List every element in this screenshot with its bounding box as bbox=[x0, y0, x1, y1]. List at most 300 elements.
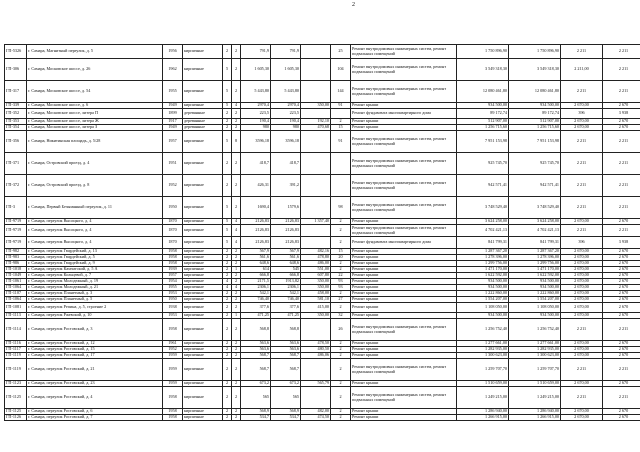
row-area-total-cell: 2126,83 bbox=[241, 219, 271, 225]
row-area-total-cell: 223,5 bbox=[241, 109, 271, 119]
row-material-cell: кирпичные bbox=[183, 255, 223, 261]
row-address-cell: г. Самара, Московское шоссе, д. 54 bbox=[27, 81, 163, 103]
row-area-total-cell: 673,2 bbox=[241, 381, 271, 387]
row-area-total-cell: 980 bbox=[241, 125, 271, 131]
row-rate-cell: 2 670,00 bbox=[561, 125, 603, 131]
row-material-cell: кирпичные bbox=[183, 409, 223, 415]
row-area-total-cell: 565 bbox=[241, 387, 271, 409]
row-code-cell: ГП-1119 bbox=[5, 353, 27, 359]
row-floors-cell: 2 bbox=[223, 353, 232, 359]
row-material-cell: кирпичные bbox=[183, 153, 223, 175]
row-area-roof-cell bbox=[301, 109, 331, 119]
row-cost-total-cell: 1 108 050,00 bbox=[509, 303, 561, 313]
row-work-type-cell: Ремонт фундамента многоквартирного дома bbox=[351, 109, 457, 119]
row-year-cell: 1959 bbox=[163, 353, 183, 359]
row-code-cell: ГП-306 bbox=[5, 59, 27, 81]
row-entrances-cell: 2 bbox=[232, 109, 241, 119]
row-rate-max-cell: 2 670 bbox=[603, 255, 640, 261]
row-area-residential-cell: 980 bbox=[271, 125, 301, 131]
row-code-cell: ГП-356 bbox=[5, 131, 27, 153]
row-year-cell: 1958 bbox=[163, 255, 183, 261]
row-work-type-cell: Ремонт крыши bbox=[351, 125, 457, 131]
row-area-total-cell: 2171,5 bbox=[241, 279, 271, 285]
row-area-roof-cell: 350,00 bbox=[301, 279, 331, 285]
row-address-cell: г. Самара, переулок Репина, д. 5, строение 2 bbox=[27, 303, 163, 313]
row-floors-cell: 2 bbox=[223, 415, 232, 421]
row-residents-cell: 27 bbox=[331, 297, 351, 303]
row-residents-cell: 20 bbox=[331, 255, 351, 261]
row-cost-cell: 1 282 935,00 bbox=[457, 347, 509, 353]
row-entrances-cell: 2 bbox=[232, 45, 241, 59]
row-area-residential-cell: 1 605,30 bbox=[271, 59, 301, 81]
row-rate-max-cell: 2 670 bbox=[603, 273, 640, 279]
row-cost-total-cell: 1 266 915,00 bbox=[509, 415, 561, 421]
row-floors-cell: 2 bbox=[223, 273, 232, 279]
row-residents-cell: 2 bbox=[331, 267, 351, 273]
row-rate-max-cell: 2 670 bbox=[603, 381, 640, 387]
row-residents-cell: 98 bbox=[331, 197, 351, 219]
row-material-cell: кирпичные bbox=[183, 103, 223, 109]
row-floors-cell: 2 bbox=[223, 175, 232, 197]
row-area-total-cell: 2306,1 bbox=[241, 285, 271, 291]
row-year-cell: 1917 bbox=[163, 119, 183, 125]
row-area-residential-cell: 418,7 bbox=[271, 153, 301, 175]
row-cost-cell: 934 500,00 bbox=[457, 313, 509, 319]
row-year-cell: 1899 bbox=[163, 109, 183, 119]
row-floors-cell: 5 bbox=[223, 81, 232, 103]
row-entrances-cell: 2 bbox=[232, 59, 241, 81]
row-code-cell: ГП-1117 bbox=[5, 347, 27, 353]
row-work-type-cell: Ремонт внутридомовых инженерных систем, ремонт подвальных помещений bbox=[351, 59, 457, 81]
row-code-cell: ГП-371 bbox=[5, 153, 27, 175]
row-residents-cell: 2 bbox=[331, 261, 351, 267]
row-area-total-cell: 614 bbox=[241, 267, 271, 273]
row-cost-cell: 1 222 860,00 bbox=[457, 291, 509, 297]
row-cost-cell: 1 256 715,60 bbox=[457, 125, 509, 131]
row-rate-cell: 2 211 bbox=[561, 45, 603, 59]
row-area-roof-cell: 551,00 bbox=[301, 267, 331, 273]
row-material-cell: кирпичные bbox=[183, 303, 223, 313]
row-area-residential-cell: 561,6 bbox=[271, 255, 301, 261]
row-area-total-cell: 791,9 bbox=[241, 45, 271, 59]
row-cost-cell: 841 799,31 bbox=[457, 237, 509, 249]
row-area-total-cell: 2126,83 bbox=[241, 237, 271, 249]
row-rate-cell: 2 211 bbox=[561, 225, 603, 237]
row-residents-cell: 15 bbox=[331, 249, 351, 255]
row-year-cell: 1952 bbox=[163, 347, 183, 353]
row-year-cell: 1959 bbox=[163, 381, 183, 387]
row-year-cell: 1953 bbox=[163, 313, 183, 319]
row-area-residential-cell: 542,1 bbox=[271, 291, 301, 297]
row-code-cell: ГП-1126 bbox=[5, 415, 27, 421]
row-material-cell: кирпичные bbox=[183, 347, 223, 353]
row-cost-cell: 1 554 207,00 bbox=[457, 297, 509, 303]
row-code-cell: ГП-9719 bbox=[5, 225, 27, 237]
row-area-total-cell: 648,6 bbox=[241, 261, 271, 267]
row-address-cell: г. Самара, переулок Ростовский, д. 21 bbox=[27, 359, 163, 381]
row-cost-total-cell: 1 471 170,00 bbox=[509, 267, 561, 273]
row-year-cell: 1956 bbox=[163, 45, 183, 59]
row-area-roof-cell bbox=[301, 81, 331, 103]
row-rate-cell: 2 670,00 bbox=[561, 267, 603, 273]
row-area-roof-cell: 482,00 bbox=[301, 409, 331, 415]
row-rate-max-cell: 2 670 bbox=[603, 313, 640, 319]
row-rate-max-cell: 2 670 bbox=[603, 103, 640, 109]
row-address-cell: г. Самара, переулок Гвардейский, д. 13 bbox=[27, 249, 163, 255]
row-work-type-cell: Ремонт крыши bbox=[351, 341, 457, 347]
row-residents-cell bbox=[331, 109, 351, 119]
row-code-cell: ГП-1114 bbox=[5, 319, 27, 341]
row-rate-max-cell: 2 670 bbox=[603, 219, 640, 225]
row-rate-cell: 396 bbox=[561, 237, 603, 249]
row-code-cell: ГП-317 bbox=[5, 81, 27, 103]
table-row bbox=[5, 153, 640, 175]
row-code-cell: ГП-9719 bbox=[5, 219, 27, 225]
row-cost-total-cell: 925 745,70 bbox=[509, 153, 561, 175]
row-area-roof-cell: 458,00 bbox=[301, 291, 331, 297]
row-floors-cell: 5 bbox=[223, 103, 232, 109]
row-area-roof-cell bbox=[301, 45, 331, 59]
row-rate-cell: 2 670,00 bbox=[561, 285, 603, 291]
row-rate-max-cell: 2 211 bbox=[603, 359, 640, 381]
row-area-residential-cell: 563,6 bbox=[271, 341, 301, 347]
row-entrances-cell: 4 bbox=[232, 285, 241, 291]
row-cost-total-cell: 89 172,74 bbox=[509, 109, 561, 119]
row-work-type-cell: Ремонт крыши bbox=[351, 279, 457, 285]
row-address-cell: г. Самара, переулок Кольцевой, д. 7 bbox=[27, 273, 163, 279]
row-entrances-cell: 4 bbox=[232, 103, 241, 109]
row-rate-max-cell: 2 670 bbox=[603, 415, 640, 421]
row-rate-max-cell: 2 670 bbox=[603, 285, 640, 291]
row-cost-cell: 1 510 659,00 bbox=[457, 381, 509, 387]
row-floors-cell: 2 bbox=[223, 45, 232, 59]
row-cost-total-cell: 1 554 207,00 bbox=[509, 297, 561, 303]
row-rate-cell: 2 211,00 bbox=[561, 59, 603, 81]
row-code-cell: ГП-1061 bbox=[5, 279, 27, 285]
row-material-cell: кирпичные bbox=[183, 45, 223, 59]
row-cost-cell: 1 287 367,20 bbox=[457, 249, 509, 255]
row-code-cell: ГП-1107 bbox=[5, 291, 27, 297]
row-area-residential-cell: 568,8 bbox=[271, 319, 301, 341]
row-cost-total-cell: 1 256 752,40 bbox=[509, 319, 561, 341]
row-work-type-cell: Ремонт крыши bbox=[351, 297, 457, 303]
row-code-cell: ГП-372 bbox=[5, 175, 27, 197]
row-entrances-cell: 8 bbox=[232, 131, 241, 153]
row-area-roof-cell: 478,50 bbox=[301, 341, 331, 347]
row-floors-cell: 5 bbox=[223, 59, 232, 81]
row-code-cell: ГП-1064 bbox=[5, 297, 27, 303]
row-cost-cell: 1 256 752,40 bbox=[457, 319, 509, 341]
row-rate-cell: 2 211 bbox=[561, 319, 603, 341]
row-area-roof-cell bbox=[301, 319, 331, 341]
row-area-total-cell: 561,6 bbox=[241, 255, 271, 261]
row-material-cell: кирпичные bbox=[183, 319, 223, 341]
row-rate-max-cell: 2 211 bbox=[603, 387, 640, 409]
row-code-cell: ГП-1081 bbox=[5, 303, 27, 313]
row-area-total-cell: 563,6 bbox=[241, 341, 271, 347]
row-cost-cell: 1 471 170,00 bbox=[457, 267, 509, 273]
row-work-type-cell: Ремонт внутридомовых инженерных систем, ремонт подвальных помещений bbox=[351, 175, 457, 197]
row-area-roof-cell bbox=[301, 237, 331, 249]
row-work-type-cell: Ремонт крыши bbox=[351, 285, 457, 291]
row-cost-total-cell: 934 500,00 bbox=[509, 103, 561, 109]
row-rate-max-cell: 2 211 bbox=[603, 45, 640, 59]
row-area-residential-cell: 563,6 bbox=[271, 347, 301, 353]
row-area-residential-cell: 666,8 bbox=[271, 273, 301, 279]
row-rate-max-cell: 3 938 bbox=[603, 109, 640, 119]
row-floors-cell: 2 bbox=[223, 319, 232, 341]
row-entrances-cell: 2 bbox=[232, 81, 241, 103]
row-entrances-cell: 2 bbox=[232, 125, 241, 131]
row-code-cell: ГП-986 bbox=[5, 261, 27, 267]
row-year-cell: 1950 bbox=[163, 297, 183, 303]
row-material-cell: кирпичные bbox=[183, 237, 223, 249]
row-material-cell: кирпичные bbox=[183, 341, 223, 347]
row-entrances-cell: 2 bbox=[232, 261, 241, 267]
row-rate-cell: 2 670,00 bbox=[561, 261, 603, 267]
row-entrances-cell: 2 bbox=[232, 303, 241, 313]
row-address-cell: г. Самара, Московское шоссе, д. 26 bbox=[27, 59, 163, 81]
row-work-type-cell: Ремонт крыши bbox=[351, 381, 457, 387]
table-row bbox=[5, 415, 640, 421]
row-area-roof-cell: 192,10 bbox=[301, 119, 331, 125]
row-residents-cell bbox=[331, 153, 351, 175]
row-floors-cell: 5 bbox=[223, 225, 232, 237]
row-rate-cell: 2 670,00 bbox=[561, 219, 603, 225]
row-area-total-cell: 1 605,30 bbox=[241, 59, 271, 81]
row-address-cell: г. Самара, Московское шоссе, д. 6 bbox=[27, 103, 163, 109]
row-cost-total-cell: 3 624 258,00 bbox=[509, 219, 561, 225]
repair-program-table bbox=[4, 44, 640, 421]
row-cost-cell: 942 571,41 bbox=[457, 175, 509, 197]
row-rate-max-cell: 2 670 bbox=[603, 347, 640, 353]
row-rate-max-cell: 2 670 bbox=[603, 279, 640, 285]
row-year-cell: 1949 bbox=[163, 103, 183, 109]
row-residents-cell: 2 bbox=[331, 353, 351, 359]
row-year-cell: 1950 bbox=[163, 197, 183, 219]
table-row bbox=[5, 303, 640, 313]
row-area-residential-cell: 2126,83 bbox=[271, 225, 301, 237]
row-residents-cell: 144 bbox=[331, 81, 351, 103]
row-rate-cell: 2 670,00 bbox=[561, 297, 603, 303]
row-area-total-cell: 377,6 bbox=[241, 303, 271, 313]
row-work-type-cell: Ремонт внутридомовых инженерных систем, ремонт подвальных помещений bbox=[351, 153, 457, 175]
row-floors-cell: 2 bbox=[223, 125, 232, 131]
row-year-cell: 1957 bbox=[163, 131, 183, 153]
row-residents-cell: 2 bbox=[331, 381, 351, 387]
row-residents-cell: 2 bbox=[331, 219, 351, 225]
row-rate-max-cell: 2 211 bbox=[603, 59, 640, 81]
row-work-type-cell: Ремонт крыши bbox=[351, 415, 457, 421]
row-cost-total-cell: 1 222 860,00 bbox=[509, 291, 561, 297]
row-year-cell: 1955 bbox=[163, 285, 183, 291]
row-rate-max-cell: 2 670 bbox=[603, 249, 640, 255]
row-cost-total-cell: 1 750 896,90 bbox=[509, 45, 561, 59]
row-entrances-cell: 2 bbox=[232, 297, 241, 303]
row-area-roof-cell bbox=[301, 197, 331, 219]
row-rate-cell: 2 211 bbox=[561, 175, 603, 197]
row-area-roof-cell: 486,06 bbox=[301, 353, 331, 359]
row-address-cell: г. Самара, переулок Ростовский, д. 7 bbox=[27, 415, 163, 421]
row-residents-cell: 104 bbox=[331, 59, 351, 81]
row-cost-total-cell: 1 286 940,00 bbox=[509, 409, 561, 415]
row-area-roof-cell: 474,50 bbox=[301, 415, 331, 421]
row-area-residential-cell: 1913,82 bbox=[271, 279, 301, 285]
row-address-cell: г. Самара, переулок Ростовский, д. 17 bbox=[27, 353, 163, 359]
row-floors-cell: 2 bbox=[223, 303, 232, 313]
row-entrances-cell: 4 bbox=[232, 219, 241, 225]
table-row bbox=[5, 175, 640, 197]
row-area-roof-cell: 581,10 bbox=[301, 297, 331, 303]
row-residents-cell: 2 bbox=[331, 415, 351, 421]
table-row bbox=[5, 359, 640, 381]
row-cost-total-cell: 12 080 461,80 bbox=[509, 81, 561, 103]
row-material-cell: кирпичные bbox=[183, 59, 223, 81]
row-address-cell: г. Самара, переулок Гвардейский, д. 9 bbox=[27, 261, 163, 267]
row-cost-total-cell: 512 907,00 bbox=[509, 119, 561, 125]
row-area-residential-cell: 391,2 bbox=[271, 175, 301, 197]
row-address-cell: г. Самара, Островский проезд, д. 8 bbox=[27, 175, 163, 197]
table-row bbox=[5, 59, 640, 81]
row-address-cell: г. Самара, переулок Молодежный, д. 19 bbox=[27, 279, 163, 285]
row-residents-cell bbox=[331, 175, 351, 197]
row-area-roof-cell bbox=[301, 359, 331, 381]
row-rate-cell: 2 211 bbox=[561, 359, 603, 381]
row-rate-cell: 2 670,00 bbox=[561, 347, 603, 353]
row-area-residential-cell: 5 443,80 bbox=[271, 81, 301, 103]
row-area-roof-cell: 470,68 bbox=[301, 125, 331, 131]
row-area-residential-cell: 2306,1 bbox=[271, 285, 301, 291]
row-entrances-cell: 2 bbox=[232, 359, 241, 381]
row-material-cell: деревянные bbox=[183, 119, 223, 125]
row-material-cell: кирпичные bbox=[183, 359, 223, 381]
row-area-residential-cell: 471,25 bbox=[271, 313, 301, 319]
row-cost-cell: 925 745,70 bbox=[457, 153, 509, 175]
row-area-residential-cell: 568,7 bbox=[271, 359, 301, 381]
row-year-cell: 1958 bbox=[163, 409, 183, 415]
row-area-roof-cell: 480,50 bbox=[301, 347, 331, 353]
row-year-cell: 1870 bbox=[163, 237, 183, 249]
row-address-cell: г. Самара, переулок Планетный, д. 3 bbox=[27, 291, 163, 297]
row-material-cell: кирпичные bbox=[183, 313, 223, 319]
row-area-total-cell: 568,7 bbox=[241, 353, 271, 359]
row-cost-total-cell: 1 277 661,00 bbox=[509, 341, 561, 347]
row-material-cell: кирпичные bbox=[183, 81, 223, 103]
row-rate-cell: 2 211 bbox=[561, 153, 603, 175]
row-work-type-cell: Ремонт внутридомовых инженерных систем, ремонт подвальных помещений bbox=[351, 131, 457, 153]
row-area-roof-cell: 607,80 bbox=[301, 273, 331, 279]
row-entrances-cell: 1 bbox=[232, 267, 241, 273]
row-year-cell: 1870 bbox=[163, 225, 183, 237]
row-area-roof-cell: 1 357,40 bbox=[301, 219, 331, 225]
row-rate-max-cell: 2 211 bbox=[603, 175, 640, 197]
row-rate-cell: 2 670,00 bbox=[561, 273, 603, 279]
row-entrances-cell: 4 bbox=[232, 237, 241, 249]
row-rate-cell: 2 670,00 bbox=[561, 119, 603, 125]
row-rate-max-cell: 2 211 bbox=[603, 131, 640, 153]
row-cost-total-cell: 1 510 659,00 bbox=[509, 381, 561, 387]
row-year-cell: 1958 bbox=[163, 319, 183, 341]
row-code-cell: ГП-9719 bbox=[5, 237, 27, 249]
row-area-residential-cell: 3596,18 bbox=[271, 131, 301, 153]
row-material-cell: кирпичные bbox=[183, 197, 223, 219]
row-area-roof-cell: 350,00 bbox=[301, 285, 331, 291]
row-rate-cell: 2 670,00 bbox=[561, 409, 603, 415]
row-area-residential-cell: 2126,83 bbox=[271, 219, 301, 225]
row-address-cell: г. Самара, переулок Высоцкого, д. 4 bbox=[27, 225, 163, 237]
row-area-total-cell: 534,7 bbox=[241, 415, 271, 421]
row-floors-cell: 2 bbox=[223, 261, 232, 267]
row-area-roof-cell bbox=[301, 153, 331, 175]
row-area-roof-cell: 350,00 bbox=[301, 103, 331, 109]
row-residents-cell: 2 bbox=[331, 237, 351, 249]
row-cost-cell: 3 549 318,30 bbox=[457, 59, 509, 81]
row-area-total-cell: 2126,83 bbox=[241, 225, 271, 237]
row-area-total-cell: 471,25 bbox=[241, 313, 271, 319]
table-row bbox=[5, 81, 640, 103]
row-area-roof-cell bbox=[301, 175, 331, 197]
row-residents-cell: 93 bbox=[331, 285, 351, 291]
row-floors-cell: 2 bbox=[223, 291, 232, 297]
row-year-cell: 1957 bbox=[163, 273, 183, 279]
row-area-residential-cell: 648,6 bbox=[271, 261, 301, 267]
row-address-cell: г. Самара, переулок Высоцкого, д. 4 bbox=[27, 219, 163, 225]
row-material-cell: кирпичные bbox=[183, 273, 223, 279]
row-work-type-cell: Ремонт внутридомовых инженерных систем, ремонт подвальных помещений bbox=[351, 319, 457, 341]
row-residents-cell: 25 bbox=[331, 45, 351, 59]
row-floors-cell: 5 bbox=[223, 237, 232, 249]
row-entrances-cell: 2 bbox=[232, 153, 241, 175]
row-entrances-cell: 2 bbox=[232, 255, 241, 261]
row-work-type-cell: Ремонт крыши bbox=[351, 261, 457, 267]
row-work-type-cell: Ремонт крыши bbox=[351, 303, 457, 313]
row-code-cell: ГП-1125 bbox=[5, 387, 27, 409]
row-cost-cell: 1 622 592,00 bbox=[457, 273, 509, 279]
row-residents-cell: 2 bbox=[331, 359, 351, 381]
row-material-cell: кирпичные bbox=[183, 353, 223, 359]
row-area-total-cell: 666,8 bbox=[241, 273, 271, 279]
row-entrances-cell: 2 bbox=[232, 415, 241, 421]
row-rate-max-cell: 2 670 bbox=[603, 341, 640, 347]
row-cost-cell: 3 624 258,00 bbox=[457, 219, 509, 225]
row-entrances-cell: 4 bbox=[232, 225, 241, 237]
row-entrances-cell: 2 bbox=[232, 353, 241, 359]
row-entrances-cell: 2 bbox=[232, 175, 241, 197]
row-year-cell: 1938 bbox=[163, 303, 183, 313]
row-area-residential-cell: 1579,6 bbox=[271, 197, 301, 219]
row-area-roof-cell: 350,00 bbox=[301, 313, 331, 319]
row-floors-cell: 2 bbox=[223, 313, 232, 319]
row-cost-cell: 1 108 050,00 bbox=[457, 303, 509, 313]
row-rate-cell: 2 670,00 bbox=[561, 291, 603, 297]
row-cost-cell: 1 286 940,00 bbox=[457, 409, 509, 415]
row-cost-total-cell: 3 549 318,30 bbox=[509, 59, 561, 81]
row-area-total-cell: 542,1 bbox=[241, 291, 271, 297]
row-floors-cell: 2 bbox=[223, 255, 232, 261]
row-cost-cell: 12 080 461,80 bbox=[457, 81, 509, 103]
row-material-cell: кирпичные bbox=[183, 261, 223, 267]
row-cost-cell: 934 500,00 bbox=[457, 103, 509, 109]
row-work-type-cell: Ремонт крыши bbox=[351, 353, 457, 359]
row-code-cell: ГП-982 bbox=[5, 249, 27, 255]
row-work-type-cell: Ремонт крыши bbox=[351, 291, 457, 297]
row-work-type-cell: Ремонт крыши bbox=[351, 219, 457, 225]
row-cost-cell: 1 266 915,00 bbox=[457, 415, 509, 421]
row-floors-cell: 4 bbox=[223, 285, 232, 291]
row-work-type-cell: Ремонт крыши bbox=[351, 267, 457, 273]
row-area-roof-cell bbox=[301, 225, 331, 237]
row-address-cell: г. Самара, переулок Ростовский, д. 23 bbox=[27, 381, 163, 387]
